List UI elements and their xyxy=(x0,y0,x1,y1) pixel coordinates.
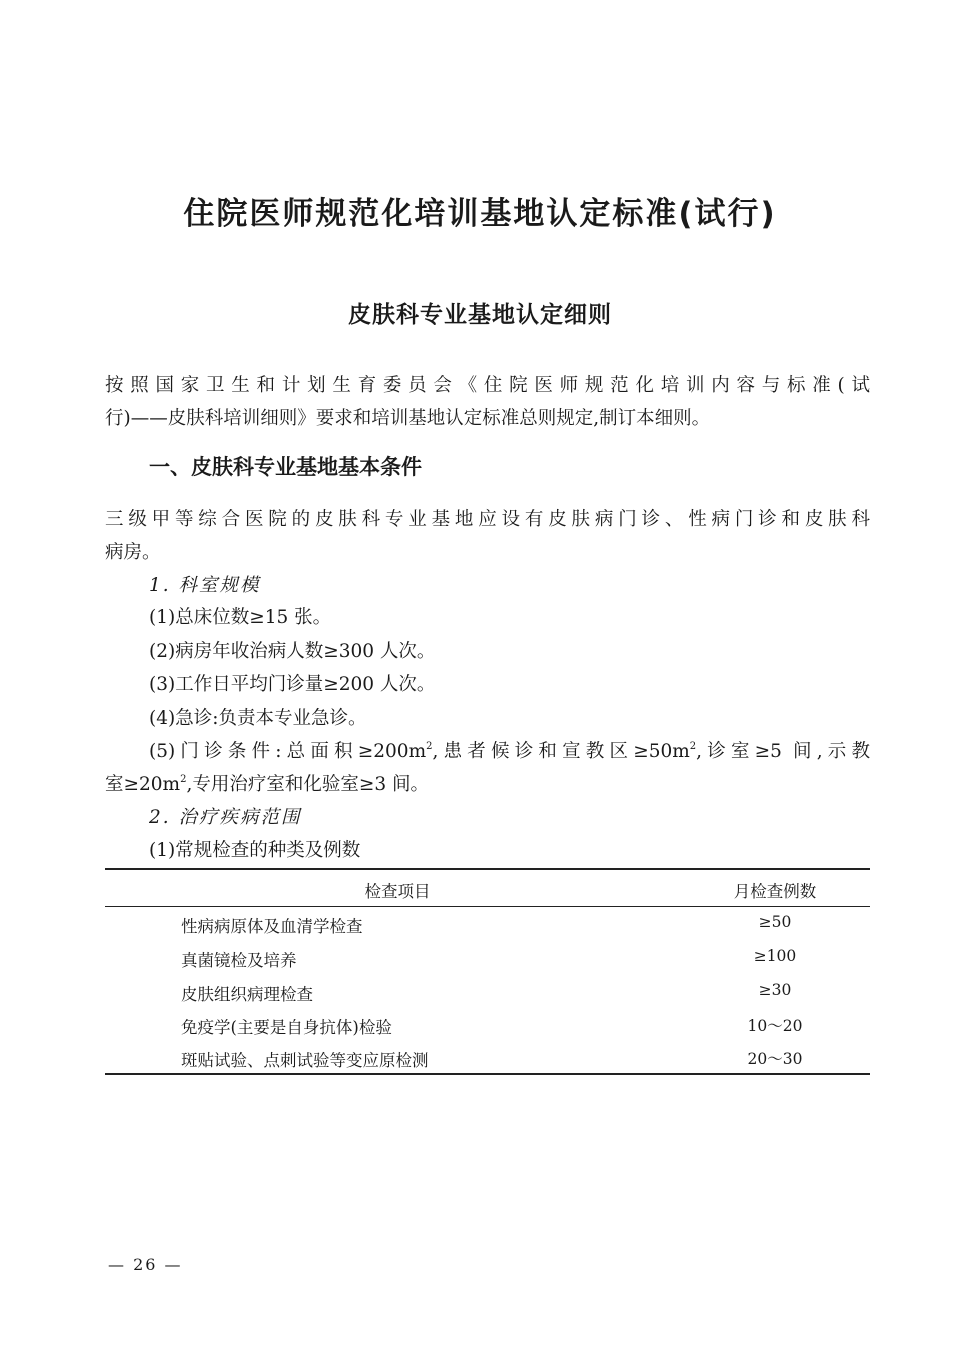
list-item-5-line-2: 室$\ge 20m^2$,专用治疗室和化验室≥3 间。 xyxy=(105,774,430,795)
superscript: 2 xyxy=(180,774,187,785)
table-header-count: 月检查例数 xyxy=(733,882,817,901)
superscript: 2 xyxy=(426,741,433,752)
table-cell-count: 10～20 xyxy=(747,1017,803,1035)
table-cell-item: 皮肤组织病理检查 xyxy=(181,985,313,1004)
table-bottom-rule xyxy=(105,1073,870,1075)
list-item: (1)总床位数≥15 张。 xyxy=(149,607,332,628)
list-item: (4)急诊:负责本专业急诊。 xyxy=(149,708,367,729)
section-paragraph-line-2: 病房。 xyxy=(105,542,161,563)
table-header-item: 检查项目 xyxy=(364,882,431,901)
subsection-heading-1: 1. 科室规模 xyxy=(149,575,261,596)
list-item: (2)病房年收治病人数≥300 人次。 xyxy=(149,641,436,662)
table-cell-count: ≥30 xyxy=(758,981,792,999)
intro-line-2: 行)——皮肤科培训细则》要求和培训基地认定标准总则规定,制订本细则。 xyxy=(105,408,711,429)
table-header-rule xyxy=(105,906,870,907)
page-number: — 26 — xyxy=(108,1255,183,1274)
table-cell-count: 20～30 xyxy=(747,1050,803,1068)
table-cell-count: ≥50 xyxy=(758,913,792,931)
superscript: 2 xyxy=(689,741,697,752)
section-heading: 一、皮肤科专业基地基本条件 xyxy=(149,455,422,479)
table-caption: (1)常规检查的种类及例数 xyxy=(149,840,361,861)
intro-line-1: 按照国家卫生和计划生育委员会《住院医师规范化培训内容与标准(试 xyxy=(105,375,870,396)
table-cell-item: 性病病原体及血清学检查 xyxy=(181,917,363,936)
table-cell-count: ≥100 xyxy=(753,947,797,965)
table-cell-item: 斑贴试验、点刺试验等变应原检测 xyxy=(181,1051,429,1070)
list-item: (3)工作日平均门诊量≥200 人次。 xyxy=(149,674,436,695)
page-title: 住院医师规范化培训基地认定标准(试行) xyxy=(183,196,777,232)
section-paragraph-line-1: 三级甲等综合医院的皮肤科专业基地应设有皮肤病门诊、性病门诊和皮肤科 xyxy=(105,509,870,530)
table-cell-item: 真菌镜检及培养 xyxy=(181,951,297,970)
table-top-rule xyxy=(105,868,870,870)
section-subtitle: 皮肤科专业基地认定细则 xyxy=(348,302,612,328)
table-cell-item: 免疫学(主要是自身抗体)检验 xyxy=(181,1018,392,1037)
list-item-5-line-1: (5)门诊条件:总面积$\ge 200m^2$,患者候诊和宣教区$\ge 50m^2$,诊室≥5 间,示教 xyxy=(149,741,871,762)
subsection-heading-2: 2. 治疗疾病范围 xyxy=(149,807,302,828)
